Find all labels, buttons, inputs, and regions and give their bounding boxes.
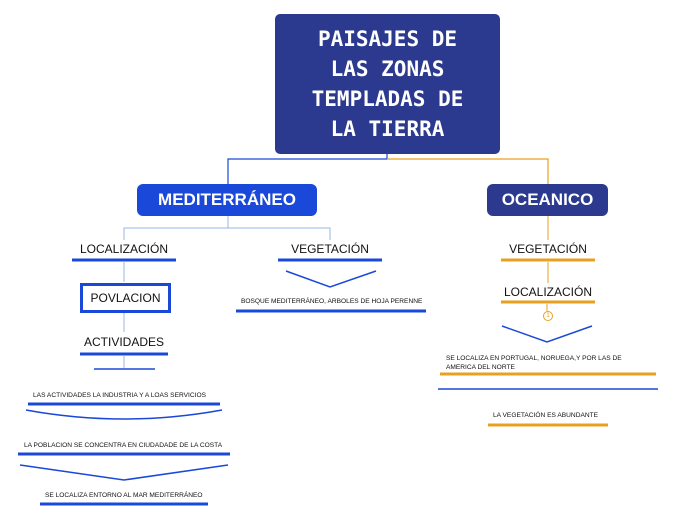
med-localizacion-node[interactable]: LOCALIZACIÓN <box>79 242 169 256</box>
oce-vegetacion-node[interactable]: VEGETACIÓN <box>509 242 587 256</box>
attachment-count-badge[interactable]: 1 <box>543 311 553 321</box>
oce-localizacion-detail[interactable]: SE LOCALIZA EN PORTUGAL, NORUEGA,Y POR LAS DE AMERICA DEL NORTE <box>446 355 622 371</box>
mediterraneo-node[interactable]: MEDITERRÁNEO <box>137 184 317 216</box>
root-node-title[interactable]: PAISAJES DE LAS ZONAS TEMPLADAS DE LA TIERRA <box>275 14 500 154</box>
oce-vegetacion-detail[interactable]: LA VEGETACIÓN ES ABUNDANTE <box>493 412 599 419</box>
med-vegetacion-node[interactable]: VEGETACIÓN <box>291 242 369 256</box>
med-poblacion-node[interactable]: POVLACION <box>80 283 171 313</box>
med-actividades-node[interactable]: ACTIVIDADES <box>83 335 164 349</box>
med-actividades-item-1[interactable]: LAS ACTIVIDADES LA INDUSTRIA Y A LOAS SERVICIOS <box>33 392 206 399</box>
med-actividades-item-3[interactable]: SE LOCALIZA ENTORNO AL MAR MEDITERRÁNEO <box>45 492 203 499</box>
med-actividades-item-2[interactable]: LA POBLACION SE CONCENTRA EN CIUDADADE DE LA COSTA <box>24 442 223 449</box>
med-vegetacion-detail[interactable]: BOSQUE MEDITERRÁNEO, ARBOLES DE HOJA PERENNE <box>241 298 423 305</box>
oce-localizacion-node[interactable]: LOCALIZACIÓN <box>503 285 593 299</box>
oceanico-node[interactable]: OCEANICO <box>487 184 608 216</box>
